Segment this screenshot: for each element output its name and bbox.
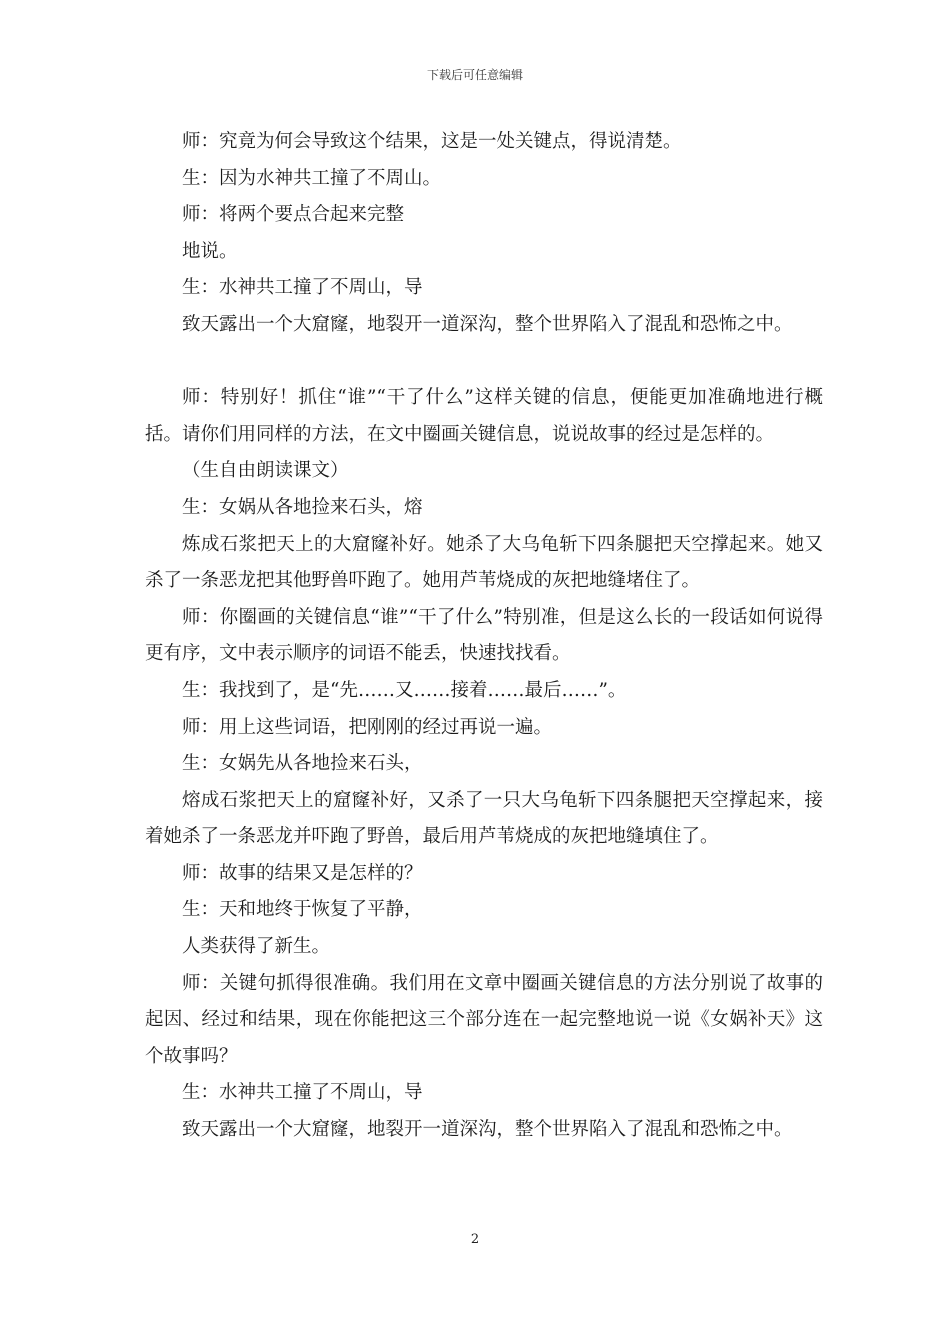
document-body [145,124,823,1149]
paragraph: 人类获得了新生。 [182,936,331,958]
paragraph: （生自由朗读课文） [182,460,349,482]
paragraph: 致天露出一个大窟窿，地裂开一道深沟，整个世界陷入了混乱和恐怖之中。 [182,1119,793,1141]
page-header: 下载后可任意编辑 [426,68,523,82]
paragraph: 生：女娲先从各地捡来石头， [182,753,423,775]
paragraph: 师：故事的结果又是怎样的？ [182,862,423,884]
paragraph: 师：用上这些词语，把刚刚的经过再说一遍。 [182,716,553,738]
paragraph: 师：关键句抓得很准确。我们用在文章中圈画关键信息的方法分别说了故事的起因、经过和结果，现在你能把这三个部分连在一起完整地说一说《女娲补天》这个故事吗？ [145,972,823,1067]
paragraph: 师：你圈画的关键信息“谁”“干了什么”特别准，但是这么长的一段话如何说得更有序，文中表示顺序的词语不能丢，快速找找看。 [145,606,823,665]
paragraph: 师：究竟为何会导致这个结果，这是一处关键点，得说清楚。 [182,131,682,152]
page-number: 2 [470,1232,480,1247]
paragraph: 地说。 [182,240,238,262]
paragraph: 生：天和地终于恢复了平静， [182,899,423,921]
paragraph: 师：特别好！抓住“谁”“干了什么”这样关键的信息，便能更加准确地进行概括。请你们用同样的方法，在文中圈画关键信息，说说故事的经过是怎样的。 [145,387,823,445]
paragraph: 生：水神共工撞了不周山，导 [182,1082,423,1104]
paragraph: 炼成石浆把天上的大窟窿补好。她杀了大乌龟斩下四条腿把天空撑起来。她又杀了一条恶龙把其他野兽吓跑了。她用芦苇烧成的灰把地缝堵住了。 [145,533,823,592]
paragraph: 生：我找到了，是“先……又……接着……最后……”。 [182,679,627,701]
paragraph: 致天露出一个大窟窿，地裂开一道深沟，整个世界陷入了混乱和恐怖之中。 [182,313,793,335]
paragraph: 生：因为水神共工撞了不周山。 [182,167,442,189]
paragraph: 熔成石浆把天上的窟窿补好，又杀了一只大乌龟斩下四条腿把天空撑起来，接着她杀了一条恶龙并吓跑了野兽，最后用芦苇烧成的灰把地缝填住了。 [145,789,823,848]
paragraph: 生：女娲从各地捡来石头，熔 [182,496,423,518]
paragraph: 生：水神共工撞了不周山，导 [182,277,423,299]
paragraph: 师：将两个要点合起来完整 [182,204,405,226]
